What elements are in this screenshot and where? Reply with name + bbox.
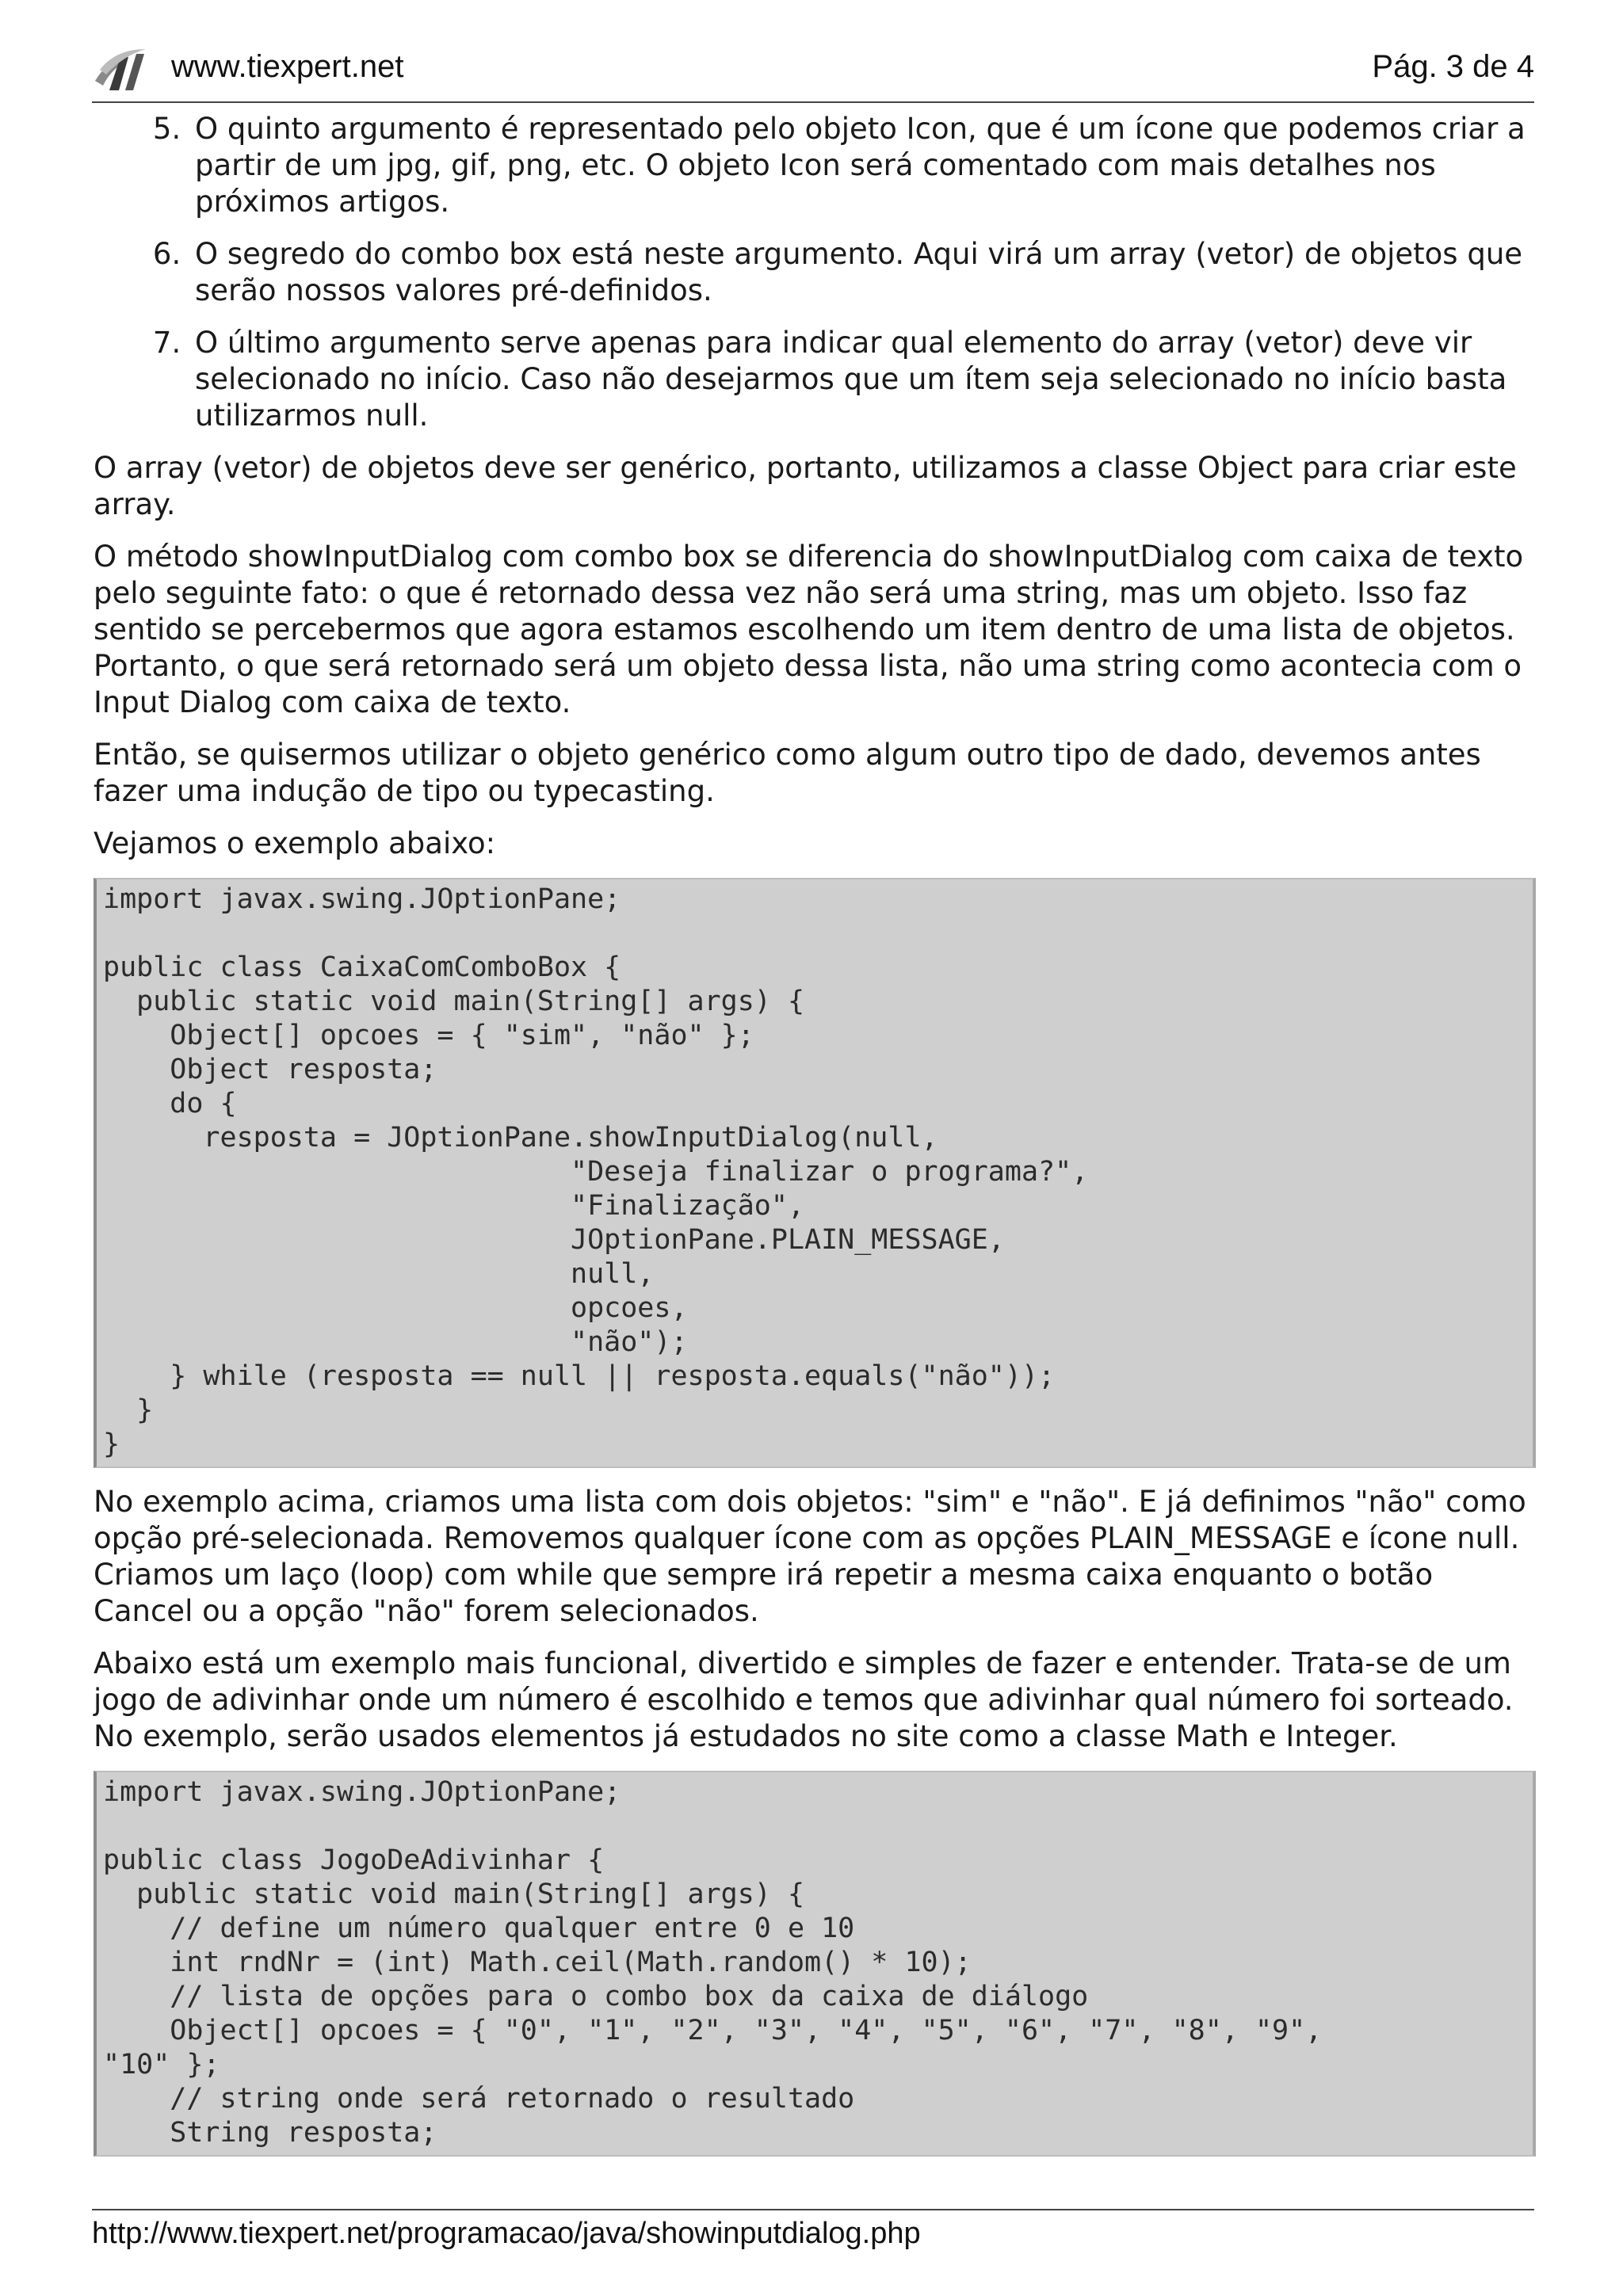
- page-header: [92, 41, 1534, 103]
- list-item: 6. O segredo do combo box está neste argumento. Aqui virá um array (vetor) de objetos que serão nossos valores pré-definidos.: [190, 236, 1536, 309]
- page-number: Pág. 3 de 4: [1372, 49, 1534, 84]
- list-item: 7. O último argumento serve apenas para indicar qual elemento do array (vetor) deve vir selecionado no início. Caso não desejarmos que um ítem seja selecionado no início basta utilizarmos null.: [190, 325, 1536, 434]
- argument-list: [94, 111, 1536, 434]
- paragraph: O método showInputDialog com combo box se diferencia do showInputDialog com caixa de texto pelo seguinte fato: o que é retornado dessa vez não será uma string, mas um objeto. Isso faz sentido se percebermos que agora estamos escolhendo um item dentro de uma lista de objetos. Portanto, o que será retornado será um objeto dessa lista, não uma string como acontecia com o Input Dialog com caixa de texto.: [94, 540, 1524, 719]
- paragraph: Vejamos o exemplo abaixo:: [94, 826, 496, 860]
- document-body: [94, 111, 1536, 2172]
- code-block-combobox: import javax.swing.JOptionPane; public class CaixaComComboBox { public static void main(String[] args) { Object[] opcoes = { "sim", "não" }; Object resposta; do { resposta = JOptionPane.showInputDialog(null, "Deseja finalizar o programa?", "Finalização", JOptionPane.PLAIN_MESSAGE, null, opcoes, "não"); } while (resposta == null || resposta.equals("não")); } }: [94, 878, 1536, 1468]
- page-footer: [92, 2209, 1534, 2251]
- tiexpert-logo-icon: [92, 46, 149, 97]
- paragraph: O array (vetor) de objetos deve ser genérico, portanto, utilizamos a classe Object para criar este array.: [94, 451, 1517, 521]
- paragraph: No exemplo acima, criamos uma lista com dois objetos: "sim" e "não". E já definimos "não" como opção pré-selecionada. Removemos qualquer ícone com as opções PLAIN_MESSAGE e ícone null. Criamos um laço (loop) com while que sempre irá repetir a mesma caixa enquanto o botão Cancel ou a opção "não" forem selecionados.: [94, 1485, 1526, 1628]
- code-block-jogo: import javax.swing.JOptionPane; public class JogoDeAdivinhar { public static void main(String[] args) { // define um número qualquer entre 0 e 10 int rndNr = (int) Math.ceil(Math.random() * 10); // lista de opções para o combo box da caixa de diálogo Object[] opcoes = { "0", "1", "2", "3", "4", "5", "6", "7", "8", "9", "10" }; // string onde será retornado o resultado String resposta;: [94, 1771, 1536, 2157]
- paragraph: Então, se quisermos utilizar o objeto genérico como algum outro tipo de dado, devemos antes fazer uma indução de tipo ou typecasting.: [94, 738, 1481, 808]
- paragraph: Abaixo está um exemplo mais funcional, divertido e simples de fazer e entender. Trata-se de um jogo de adivinhar onde um número é escolhido e temos que adivinhar qual número foi sorteado. No exemplo, serão usados elementos já estudados no site como a classe Math e Integer.: [94, 1646, 1514, 1753]
- site-name: www.tiexpert.net: [171, 49, 404, 84]
- footer-url[interactable]: http://www.tiexpert.net/programacao/java/showinputdialog.php: [92, 2217, 921, 2250]
- list-item: 5. O quinto argumento é representado pelo objeto Icon, que é um ícone que podemos criar a partir de um jpg, gif, png, etc. O objeto Icon será comentado com mais detalhes nos próximos artigos.: [190, 111, 1536, 220]
